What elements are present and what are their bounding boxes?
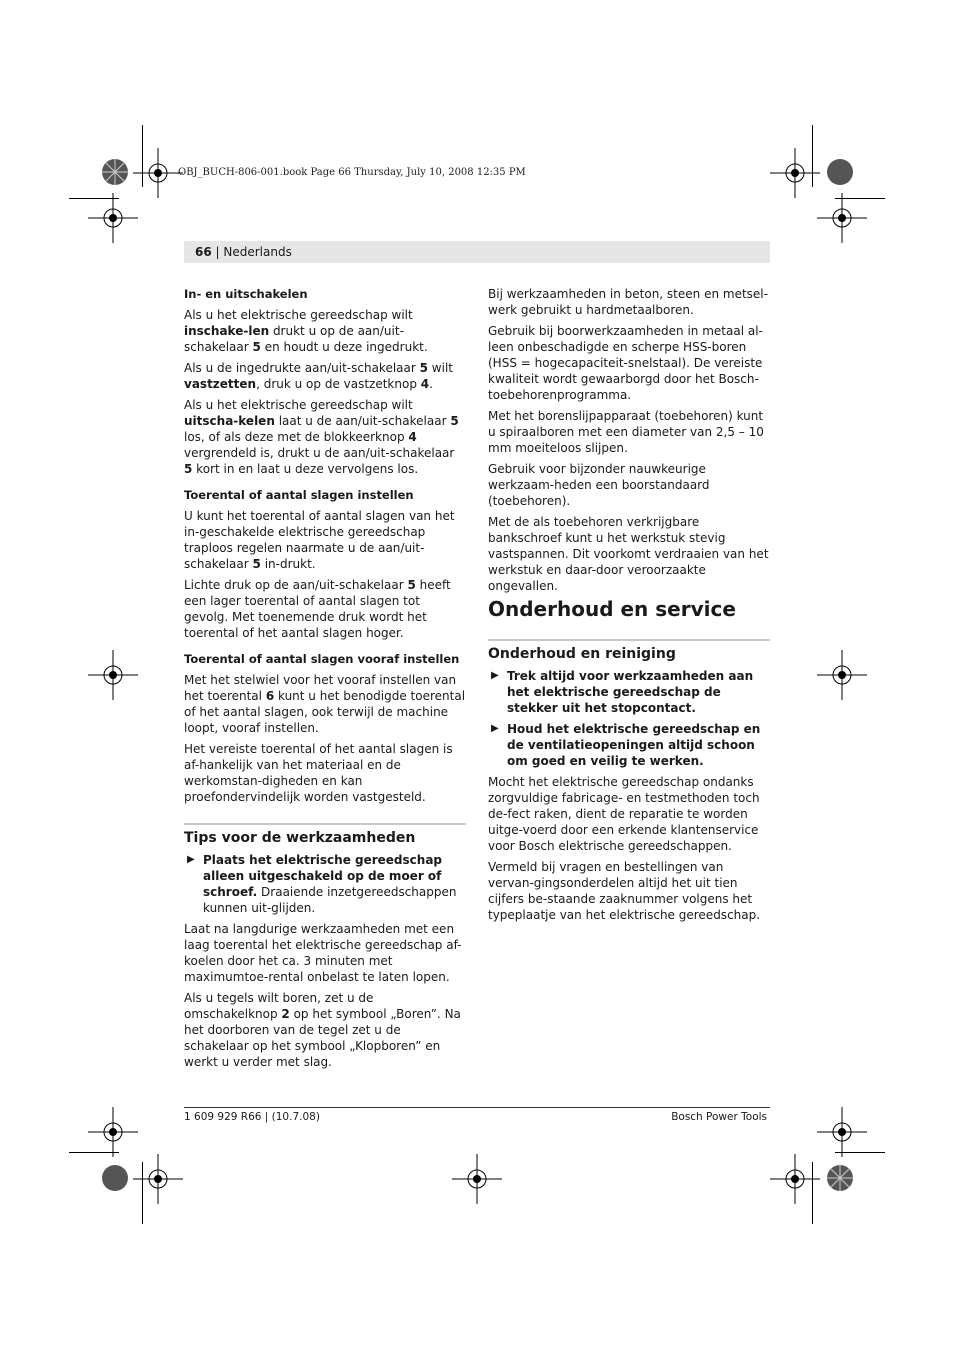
footer-rule	[184, 1107, 770, 1108]
paragraph: Als u tegels wilt boren, zet u de omschakelknop 2 op het symbool „Boren”. Na het doorboren van de tegel zet u de schakelaar op het symbool „Klopboren” en werkt u verder met slag.	[184, 991, 461, 1069]
left-column	[184, 286, 466, 1075]
paragraph: Mocht het elektrische gereedschap ondanks zorgvuldige fabricage- en testmethoden toch de-fect raken, dient de reparatie te worden uitge-voerd door een erkende klantenservice voor Bosch elektrische gereedschappen.	[488, 775, 760, 853]
registration-crosshair-icon	[88, 193, 138, 243]
registration-crosshair-icon	[133, 148, 183, 198]
footer-brand: Bosch Power Tools	[671, 1111, 767, 1123]
registration-crosshair-icon	[770, 1154, 820, 1204]
paragraph: Gebruik voor bijzonder nauwkeurige werkzaam-heden een boorstandaard (toebehoren).	[488, 462, 710, 508]
paragraph: Laat na langdurige werkzaamheden met een laag toerental het elektrische gereedschap af-koelen door het ca. 3 minuten met maximumtoe-rental onbelast te laten lopen.	[184, 922, 462, 984]
heading-tips: Tips voor de werkzaamheden	[184, 823, 466, 847]
paragraph: Gebruik bij boorwerkzaamheden in metaal al-leen onbeschadigde en scherpe HSS-boren (HSS = hogecapaciteit-snelstaal). De vereiste kwaliteit wordt gewaarborgd door het Bosch-toebehorenprogramma.	[488, 324, 763, 402]
paragraph: Als u het elektrische gereedschap wilt uitscha-kelen laat u de aan/uit-schakelaar 5 los, of als deze met de blokkeerknop 4 vergrendeld is, drukt u de aan/uit-schakelaar 5 kort in en laat u deze vervolgens los.	[184, 398, 459, 476]
heading-preselect: Toerental of aantal slagen vooraf instellen	[184, 652, 460, 666]
registration-crosshair-icon	[133, 1154, 183, 1204]
page-header-bar	[184, 241, 770, 263]
registration-crosshair-icon	[817, 193, 867, 243]
right-column	[488, 286, 770, 599]
registration-dot-icon	[101, 1164, 129, 1192]
right-column-service	[488, 597, 770, 621]
heading-switching: In- en uitschakelen	[184, 287, 308, 301]
file-info-line: OBJ_BUCH-806-001.book Page 66 Thursday, July 10, 2008 12:35 PM	[178, 167, 526, 178]
registration-crosshair-icon	[452, 1154, 502, 1204]
page-header-text	[195, 245, 292, 259]
section-title-service: Onderhoud en service	[488, 597, 736, 621]
paragraph: Lichte druk op de aan/uit-schakelaar 5 heeft een lager toerental of aantal slagen tot gevolg. Met toenemende druk wordt het toerental of het aantal slagen hoger.	[184, 578, 451, 640]
registration-crosshair-icon	[88, 650, 138, 700]
bullet-item: ▶ Trek altijd voor werkzaamheden aan het elektrische gereedschap de stekker uit het stopcontact.	[491, 669, 754, 715]
footer-part-number: 1 609 929 R66 | (10.7.08)	[184, 1111, 320, 1123]
paragraph: Met het stelwiel voor het vooraf instellen van het toerental 6 kunt u het benodigde toerental of het aantal slagen, ook terwijl de machine loopt, vooraf instellen.	[184, 673, 466, 735]
paragraph: Als u de ingedrukte aan/uit-schakelaar 5 wilt vastzetten, druk u op de vastzetknop 4.	[184, 361, 453, 391]
header-separator: |	[211, 245, 224, 259]
bullet-item: ▶ Houd het elektrische gereedschap en de ventilatieopeningen altijd schoon om goed en veilig te werken.	[491, 722, 761, 768]
bullet-arrow-icon: ▶	[491, 670, 499, 681]
paragraph: Vermeld bij vragen en bestellingen van vervan-gingsonderdelen altijd het uit tien cijfers be-staande zaaknummer volgens het typeplaatje van het elektrische gereedschap.	[488, 860, 761, 922]
bullet-arrow-icon: ▶	[187, 854, 195, 865]
registration-starburst-icon	[826, 1164, 854, 1192]
paragraph: Als u het elektrische gereedschap wilt inschake-len drukt u op de aan/uit-schakelaar 5 en houdt u deze ingedrukt.	[184, 308, 428, 354]
paragraph: Met de als toebehoren verkrijgbare bankschroef kunt u het werkstuk stevig vastspannen. Dit voorkomt verdraaien van het werkstuk en daar-door veroorzaakte ongevallen.	[488, 515, 769, 593]
registration-starburst-icon	[101, 158, 129, 186]
paragraph: U kunt het toerental of aantal slagen van het in-geschakelde elektrische gereedschap traploos regelen naarmate u de aan/uit-schakelaar 5 in-drukt.	[184, 509, 455, 571]
paragraph: Het vereiste toerental of het aantal slagen is af-hankelijk van het materiaal en de werkomstan-digheden en kan proefondervindelijk worden vastgesteld.	[184, 742, 453, 804]
registration-dot-icon	[826, 158, 854, 186]
bullet-item: ▶ Plaats het elektrische gereedschap alleen uitgeschakeld op de moer of schroef. Draaiende inzetgereedschappen kunnen uit-glijden.	[187, 853, 457, 915]
page-number: 66	[195, 245, 212, 259]
registration-crosshair-icon	[817, 1107, 867, 1157]
paragraph: Met het borenslijpapparaat (toebehoren) kunt u spiraalboren met een diameter van 2,5 – 10 mm moeiteloos slijpen.	[488, 409, 764, 455]
header-language: Nederlands	[223, 245, 292, 259]
registration-crosshair-icon	[88, 1107, 138, 1157]
paragraph: Bij werkzaamheden in beton, steen en metsel-werk gebruikt u hardmetaalboren.	[488, 287, 768, 317]
right-column-maintenance	[488, 639, 770, 928]
heading-speed: Toerental of aantal slagen instellen	[184, 488, 414, 502]
heading-maintenance: Onderhoud en reiniging	[488, 639, 770, 663]
bullet-arrow-icon: ▶	[491, 723, 499, 734]
registration-crosshair-icon	[817, 650, 867, 700]
registration-crosshair-icon	[770, 148, 820, 198]
